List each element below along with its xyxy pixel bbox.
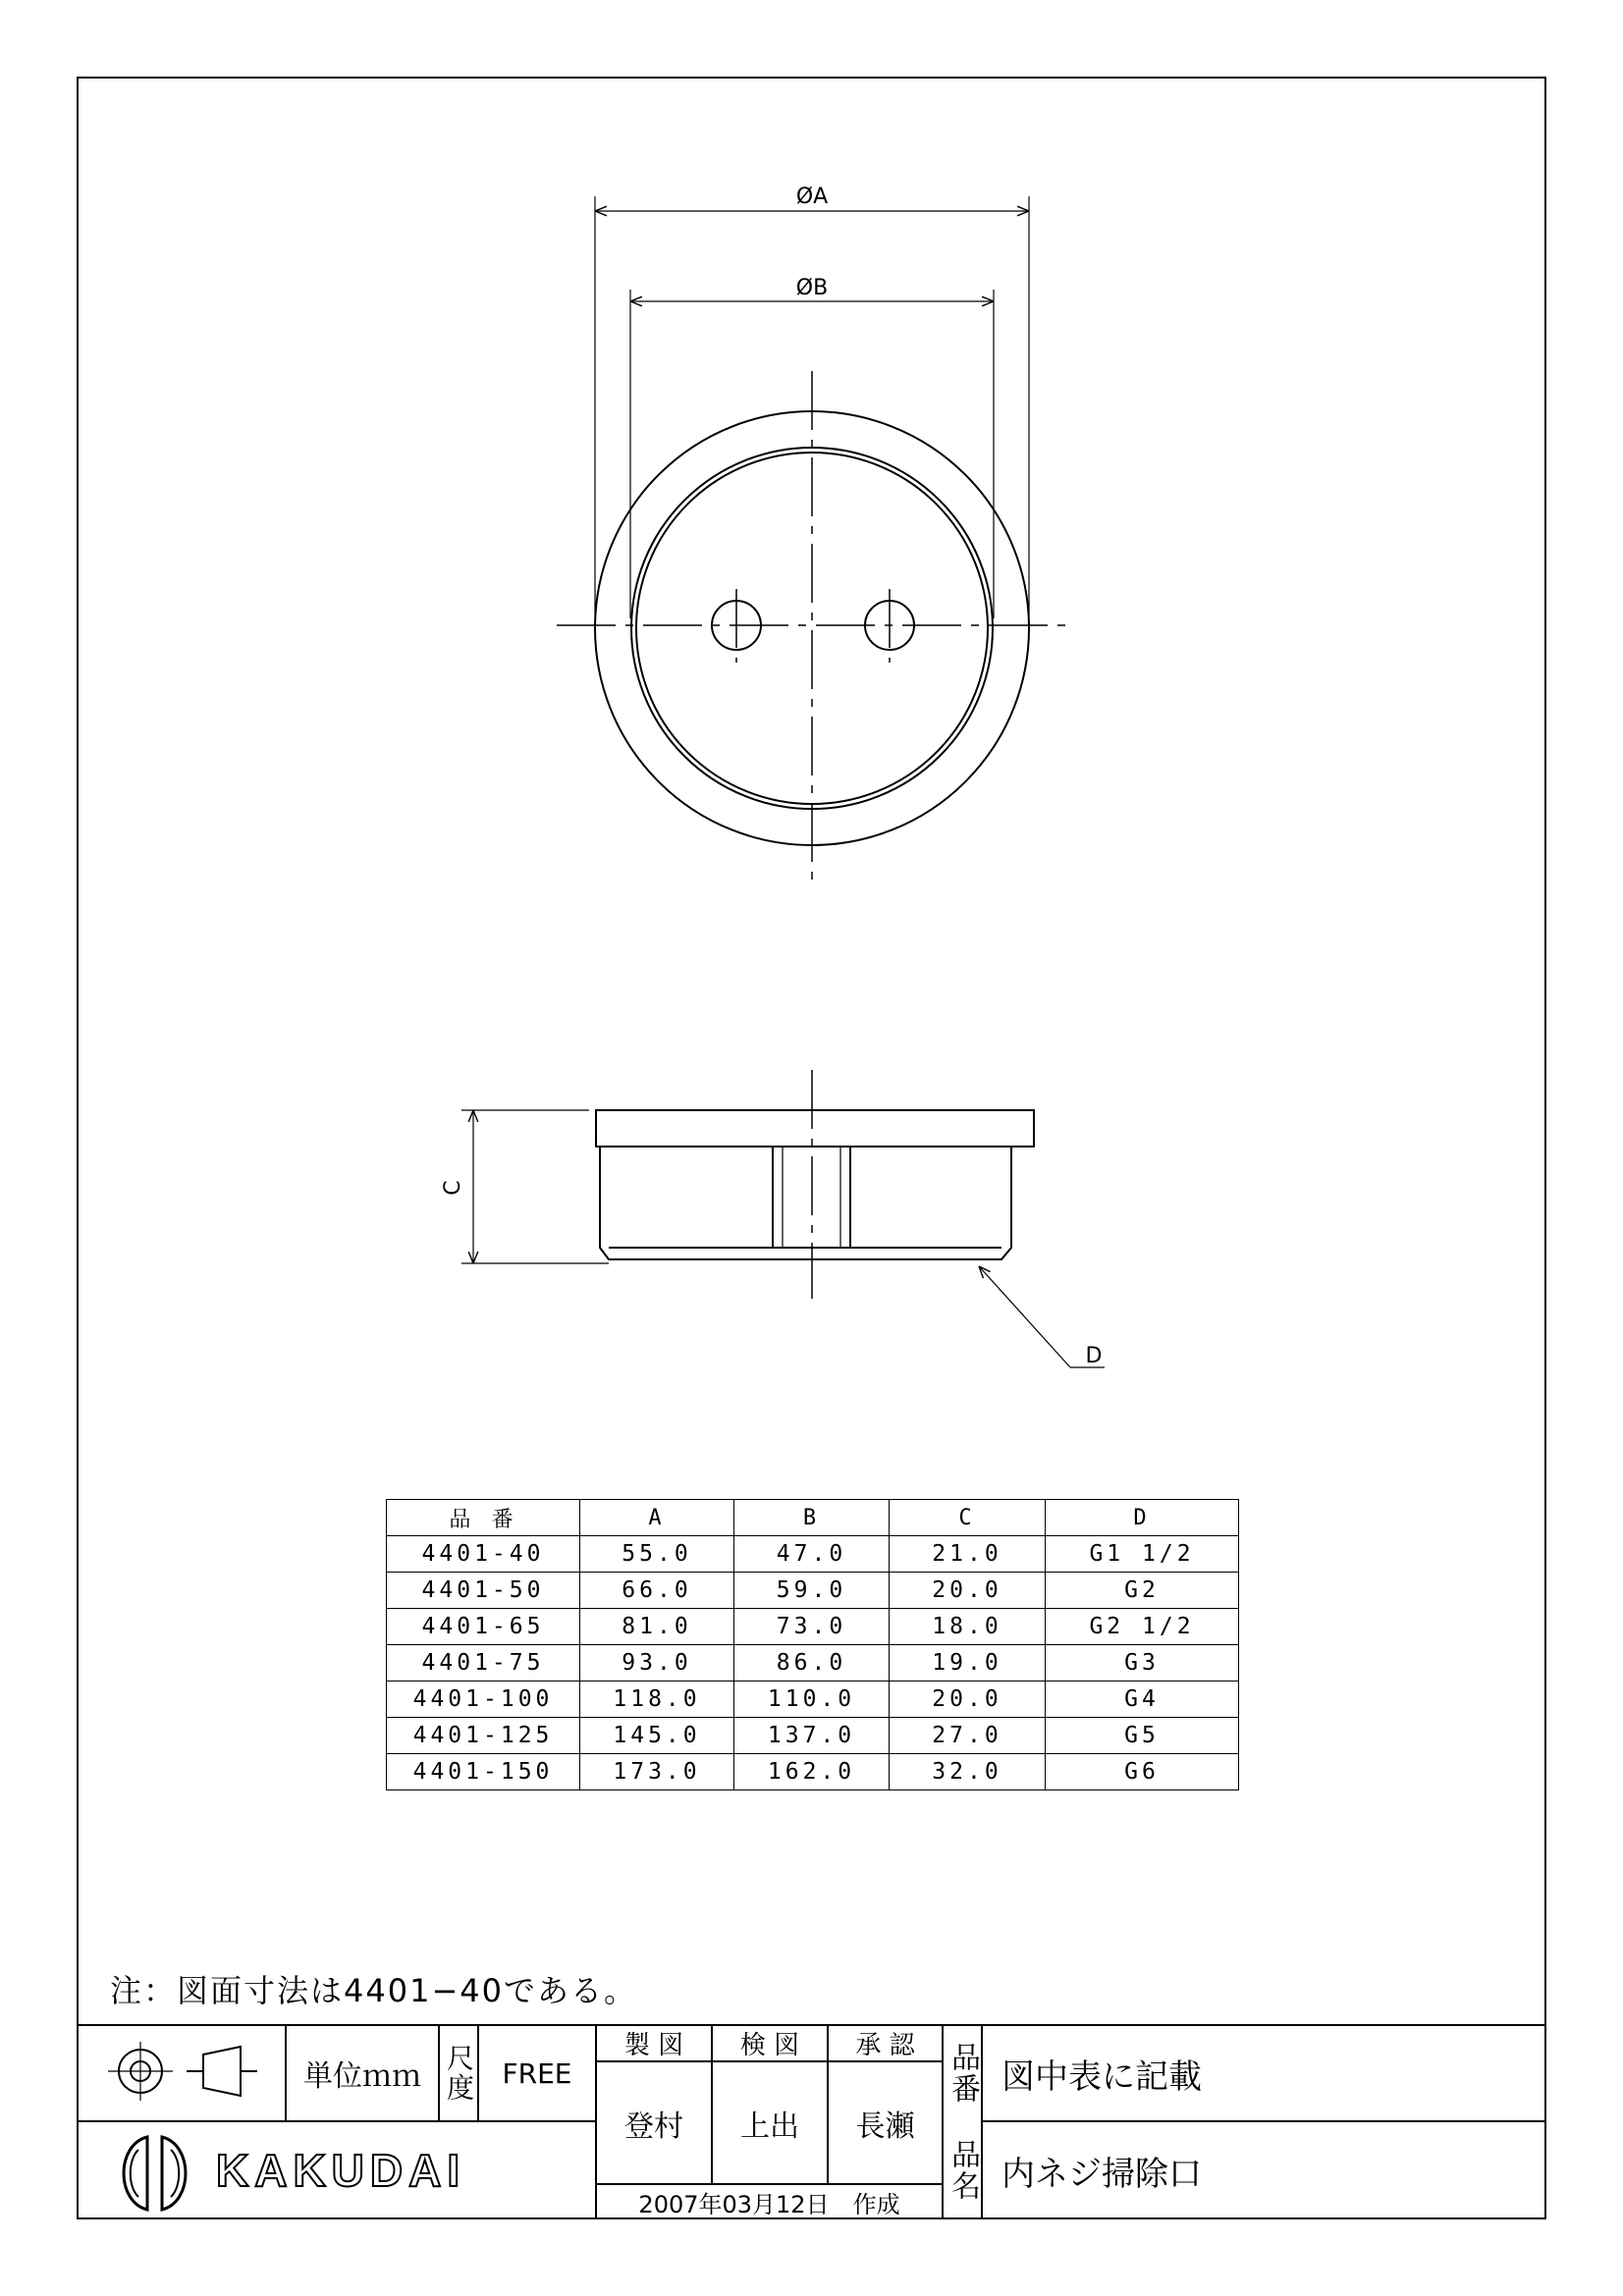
cell-part-no: 4401-100 — [387, 1682, 580, 1718]
checked-by: 上出 — [740, 2109, 799, 2144]
dim-label-a: ØA — [795, 185, 829, 209]
col-header-part-no: 品 番 — [387, 1500, 580, 1536]
cell-d: G4 — [1046, 1682, 1239, 1718]
drafted-by: 登村 — [624, 2109, 683, 2144]
dimension-table — [386, 1499, 1239, 1790]
cell-c: 20.0 — [890, 1682, 1046, 1718]
table-row — [387, 1536, 1239, 1573]
cell-b: 110.0 — [734, 1682, 890, 1718]
cell-c: 21.0 — [890, 1536, 1046, 1573]
table-row — [387, 1718, 1239, 1754]
dim-label-c: C — [441, 1180, 465, 1196]
cell-c: 32.0 — [890, 1754, 1046, 1790]
drawing-note: 注：図面寸法は4401−40である。 — [110, 1972, 637, 2009]
approved-label: 承 認 — [855, 2031, 915, 2060]
cell-c: 18.0 — [890, 1609, 1046, 1645]
table-row — [387, 1682, 1239, 1718]
scale-value: FREE — [502, 2056, 572, 2090]
cell-b: 162.0 — [734, 1754, 890, 1790]
col-header-d: D — [1046, 1500, 1239, 1536]
part-name-label: 品名 — [946, 2139, 980, 2202]
cell-a: 81.0 — [580, 1609, 734, 1645]
col-header-c: C — [890, 1500, 1046, 1536]
table-row — [387, 1645, 1239, 1682]
cell-a: 173.0 — [580, 1754, 734, 1790]
company-logo: KAKUDAI — [216, 2145, 466, 2196]
cell-d: G1 1/2 — [1046, 1536, 1239, 1573]
table-row — [387, 1609, 1239, 1645]
cell-a: 93.0 — [580, 1645, 734, 1682]
cell-c: 19.0 — [890, 1645, 1046, 1682]
cell-b: 73.0 — [734, 1609, 890, 1645]
cell-a: 55.0 — [580, 1536, 734, 1573]
created-date: 2007年03月12日 作成 — [638, 2190, 900, 2218]
drafted-label: 製 図 — [623, 2031, 684, 2060]
table-header-row — [387, 1500, 1239, 1536]
cell-c: 27.0 — [890, 1718, 1046, 1754]
cell-d: G6 — [1046, 1754, 1239, 1790]
cell-a: 66.0 — [580, 1573, 734, 1609]
checked-label: 検 図 — [739, 2031, 800, 2060]
part-no-label: 品番 — [946, 2042, 980, 2105]
scale-label: 尺度 — [443, 2044, 475, 2103]
cell-d: G5 — [1046, 1718, 1239, 1754]
cell-d: G3 — [1046, 1645, 1239, 1682]
cell-b: 137.0 — [734, 1718, 890, 1754]
cell-b: 47.0 — [734, 1536, 890, 1573]
cell-d: G2 1/2 — [1046, 1609, 1239, 1645]
cell-part-no: 4401-125 — [387, 1718, 580, 1754]
approved-by: 長瀬 — [855, 2109, 915, 2144]
cell-d: G2 — [1046, 1573, 1239, 1609]
cell-part-no: 4401-40 — [387, 1536, 580, 1573]
part-name-value: 内ネジ掃除口 — [1001, 2154, 1202, 2194]
cell-c: 20.0 — [890, 1573, 1046, 1609]
table-row — [387, 1754, 1239, 1790]
col-header-b: B — [734, 1500, 890, 1536]
part-no-value: 図中表に記載 — [1001, 2056, 1202, 2097]
cell-part-no: 4401-65 — [387, 1609, 580, 1645]
cell-part-no: 4401-75 — [387, 1645, 580, 1682]
cell-b: 59.0 — [734, 1573, 890, 1609]
dim-label-b: ØB — [795, 276, 829, 300]
cell-part-no: 4401-50 — [387, 1573, 580, 1609]
dim-label-d: D — [1085, 1344, 1103, 1368]
cell-a: 145.0 — [580, 1718, 734, 1754]
table-row — [387, 1573, 1239, 1609]
cell-a: 118.0 — [580, 1682, 734, 1718]
col-header-a: A — [580, 1500, 734, 1536]
unit-label: 単位ｍｍ — [303, 2059, 421, 2094]
cell-part-no: 4401-150 — [387, 1754, 580, 1790]
cell-b: 86.0 — [734, 1645, 890, 1682]
